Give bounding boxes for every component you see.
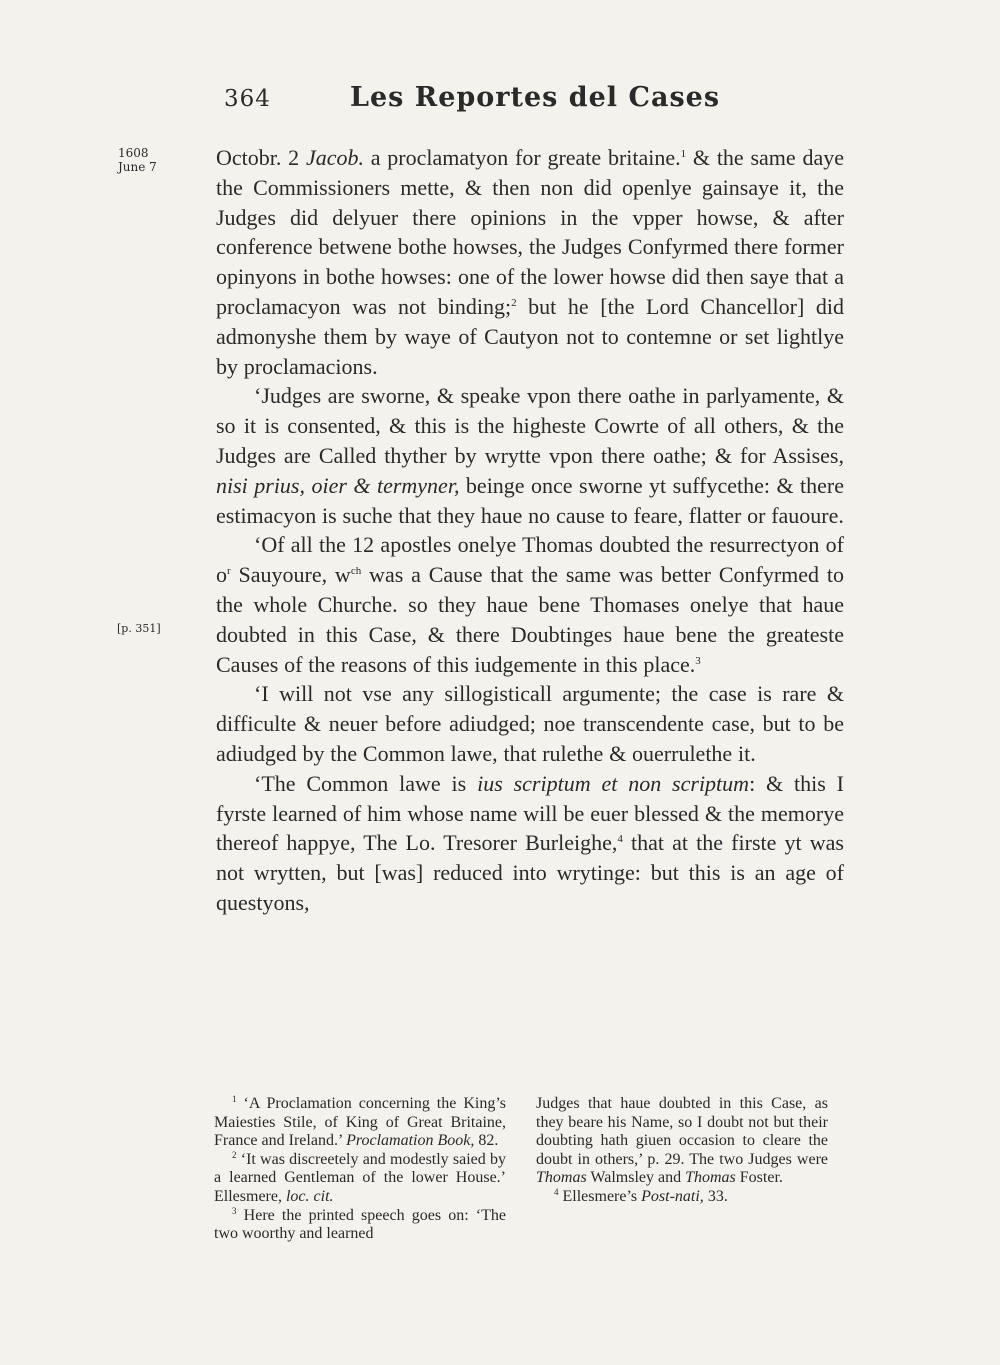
superscript: r bbox=[227, 565, 231, 578]
paragraph-2 bbox=[216, 381, 844, 530]
footnote-number: 1 bbox=[232, 1094, 237, 1104]
text-run: 33. bbox=[703, 1187, 728, 1205]
paragraph-1 bbox=[216, 143, 844, 381]
text-run: ‘The Common lawe is bbox=[254, 770, 478, 796]
text-run: Walmsley and bbox=[586, 1169, 686, 1187]
italic-run: ius scriptum et non scriptum bbox=[477, 770, 750, 796]
text-run: ‘Of all the 12 apostles onelye Thomas doubted the resurrectyon of o bbox=[216, 532, 844, 588]
margin-year: 1608 bbox=[118, 146, 149, 160]
text-run: was a Cause that the same was better Confyrmed to the whole Churche. so they haue bene Thomases onelye that haue doubted in this Case, & there Doubtinges haue bene the greateste Causes of the reasons of this iudgemente in this place. bbox=[216, 562, 844, 677]
italic-run: Jacob. bbox=[305, 145, 364, 170]
text-run: & the same daye the Commissioners mette, & then non did openlye gainsaye it, the Judges did delyuer there opinions in the vpper howse, & after conference betwene bothe howses, the Judges Confyrmed there former opinyons in bothe howses: one of the lower howse did then saye that a proclamacyon was not binding; bbox=[216, 145, 844, 319]
footnote-marker: 4 bbox=[617, 833, 623, 846]
page-number: 364 bbox=[224, 86, 271, 112]
italic-run: Proclamation Book, bbox=[346, 1132, 475, 1150]
text-run: but he [the Lord Chancellor] did admonyshe them by waye of Cautyon not to contemne or set lightlye by proclamacions. bbox=[216, 293, 844, 379]
text-run: Octobr. 2 bbox=[216, 145, 306, 170]
text-run: a proclamatyon for greate britaine. bbox=[363, 145, 681, 170]
footnote-2 bbox=[214, 1151, 506, 1207]
text-run: : & this I fyrste learned of him whose name will be euer blessed & the memorye thereof happye, The Lo. Tresorer Burleighe, bbox=[216, 770, 844, 856]
footnote-3 bbox=[214, 1207, 506, 1244]
footnote-marker: 3 bbox=[695, 654, 701, 667]
text-run: Judges that haue doubted in this Case, as they beare his Name, so I doubt not but their doubting hath giuen occasion to cleare the doubt in others,’ p. 29. The two Judges were bbox=[536, 1095, 828, 1168]
footnote-marker: 1 bbox=[680, 148, 687, 160]
italic-run: nisi prius, oier & termyner, bbox=[216, 472, 460, 498]
footnote-number: 2 bbox=[232, 1149, 237, 1160]
text-run: Foster. bbox=[735, 1169, 783, 1187]
footnote-number: 4 bbox=[554, 1186, 559, 1197]
text-run: Here the printed speech goes on: ‘The two woorthy and learned bbox=[214, 1206, 507, 1243]
paragraph-5 bbox=[216, 769, 844, 918]
footnote-3-continued bbox=[536, 1095, 828, 1188]
italic-run: Thomas bbox=[536, 1169, 587, 1187]
text-run: ‘Judges are sworne, & speake vpon there oathe in parlyamente, & so it is consented, & this is the higheste Cowrte of all others, & the Judges are Called thyther by wrytte vpon there oathe; & for Assises, bbox=[216, 383, 844, 468]
text-run: that at the firste yt was not wrytten, but [was] reduced into wrytinge: but this is an age of questyons, bbox=[216, 830, 844, 915]
footnote-column-right bbox=[536, 1095, 828, 1207]
italic-run: Thomas bbox=[685, 1169, 736, 1187]
superscript: ch bbox=[350, 565, 362, 578]
text-run: beinge once sworne yt suffycethe: & there estimacyon is suche that they haue no cause to feare, flatter or fauoure. bbox=[216, 472, 844, 528]
footnote-4 bbox=[536, 1188, 828, 1207]
text-run: ‘A Proclamation concerning the King’s Maiesties Stile, of King of Great Britaine, France and Ireland.’ bbox=[214, 1095, 507, 1150]
margin-page-reference: [p. 351] bbox=[117, 622, 161, 635]
italic-run: Post-nati, bbox=[641, 1187, 704, 1205]
running-head bbox=[224, 82, 834, 122]
footnote-1 bbox=[214, 1095, 506, 1151]
body-text bbox=[216, 143, 844, 918]
footnote-marker: 2 bbox=[511, 296, 517, 309]
margin-day: June 7 bbox=[118, 160, 157, 174]
text-run: Ellesmere’s bbox=[562, 1187, 642, 1205]
footnote-number: 3 bbox=[232, 1205, 237, 1216]
footnote-column-left bbox=[214, 1095, 506, 1244]
text-run: ‘It was discreetely and modestly saied by a learned Gentleman of the lower House.’ Ellesmere, bbox=[214, 1150, 507, 1205]
running-title: Les Reportes del Cases bbox=[350, 82, 721, 113]
italic-run: loc. cit. bbox=[285, 1187, 334, 1205]
text-run: Sauyoure, w bbox=[230, 562, 351, 588]
paragraph-4: ‘I will not vse any sillogisticall argumente; the case is rare & difficulte & neuer before adiudged; noe transcendente case, but to be adiudged by the Common lawe, that rulethe & ouerrulethe it. bbox=[216, 681, 844, 766]
text-run: 82. bbox=[474, 1132, 499, 1150]
paragraph-3 bbox=[216, 530, 844, 679]
margin-date-note bbox=[118, 146, 157, 174]
